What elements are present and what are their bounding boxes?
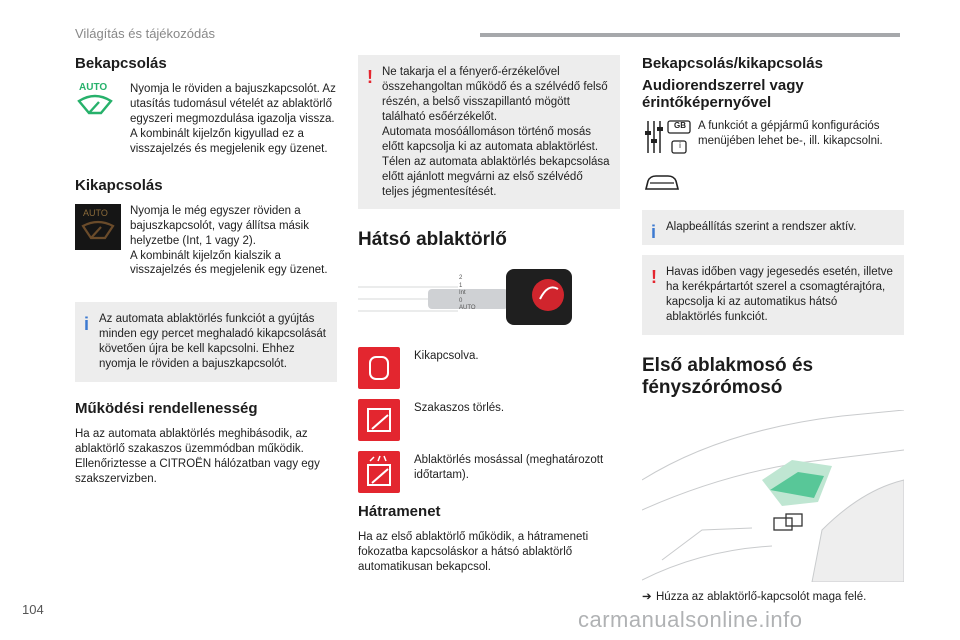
config-row bbox=[642, 117, 904, 198]
off-text: Nyomja le még egyszer röviden a bajuszkapcsolót, vagy állítsa másik helyzetbe (Int, 1 vagy 2). A kombinált kijelzőn kialszik a visszajelzés és megjelenik egy üzenet. bbox=[130, 204, 328, 277]
audio-subtitle: Audiorendszerrel vagy érintőképernyővel bbox=[642, 77, 804, 111]
config-text: A funkciót a gépjármű konfigurációs menüjében lehet be-, ill. kikapcsolni. bbox=[698, 120, 883, 147]
stalk-label-1: 1 bbox=[459, 282, 463, 289]
wiper-stalk-illustration bbox=[358, 265, 620, 331]
warning-note-1: ! Ne takarja el a fényerő-érzékelővel összehangoltan működő és a szélvédő felső részén, a belső visszapillantó mögött található esőérzékelőt. Automata mosóállomáson történő mosás előtt kapcsolja ki az automata ablaktörlést. Télen az automata ablaktörlés bekapcsolása előtt ajánlott megvárni az első szélvédő teljes jégmentesítését. bbox=[358, 55, 620, 209]
configuration-icons: GB i bbox=[642, 117, 698, 198]
warning-note-2: ! Havas időben vagy jegesedés esetén, illetve ha kerékpártartót szerel a csomagtérajtóra, kapcsolja ki az automatikus hátsó ablaktörlés funkciót. bbox=[642, 255, 904, 335]
section-header: Világítás és tájékozódás bbox=[75, 26, 215, 41]
on-title: Bekapcsolás bbox=[75, 55, 167, 72]
info-note-2: i Alapbeállítás szerint a rendszer aktív. bbox=[642, 210, 904, 245]
malfunction-text: Ha az automata ablaktörlés meghibásodik, az ablaktörlő szakaszos üzemmódban működik. Ellenőriztesse a CITROËN hálózatban vagy egy szakszervizben. bbox=[75, 428, 320, 485]
car-front-icon bbox=[642, 171, 682, 193]
reverse-text: Ha az első ablaktörlő működik, a hátrameneti fokozatba kapcsoláskor a hátsó ablaktörlő automatikusan bekapcsol. bbox=[358, 531, 589, 574]
wash-wipe-icon bbox=[358, 451, 400, 493]
stalk-label-int: Int bbox=[459, 290, 466, 297]
info-icon: i bbox=[84, 314, 90, 335]
intermittent-wipe-icon bbox=[358, 399, 400, 441]
column-2 bbox=[358, 55, 620, 575]
washer-title: Első ablakmosó és fényszórómosó bbox=[642, 354, 814, 398]
column-3 bbox=[642, 55, 904, 605]
auto-wiper-off-icon: AUTO bbox=[75, 204, 130, 250]
rear-wash-row: Ablaktörlés mosással (meghatározott időtartam). bbox=[358, 451, 620, 493]
reverse-title: Hátramenet bbox=[358, 503, 441, 521]
malfunction-title: Működési rendellenesség bbox=[75, 400, 258, 418]
stalk-label-auto: AUTO bbox=[459, 305, 476, 312]
info-note-1: i Az automata ablaktörlés funkciót a gyújtás minden egy percet meghaladó kikapcsolását követően újra be kell kapcsolni. Ehhez nyomja le röviden a bajuszkapcsolót. bbox=[75, 302, 337, 382]
column-1 bbox=[75, 55, 337, 487]
stalk-label-0: 0 bbox=[459, 297, 463, 304]
washer-instruction: ➔ Húzza az ablaktörlő-kapcsolót maga felé. bbox=[642, 591, 867, 604]
auto-wiper-on-icon: AUTO bbox=[75, 82, 130, 122]
rear-off-row: Kikapcsolva. bbox=[358, 347, 620, 389]
stalk-label-2: 2 bbox=[459, 275, 463, 282]
toggle-title: Bekapcsolás/kikapcsolás bbox=[642, 55, 823, 72]
warning-icon: ! bbox=[651, 266, 657, 287]
off-icon bbox=[358, 347, 400, 389]
header-rule bbox=[480, 33, 900, 37]
rear-intermittent-row: Szakaszos törlés. bbox=[358, 399, 620, 441]
off-row bbox=[75, 204, 337, 279]
washer-illustration bbox=[642, 410, 904, 582]
on-text: Nyomja le röviden a bajuszkapcsolót. Az utasítás tudomásul vételét az ablaktörlő egyszeri megmozdulása igazolja vissza. A kombinált kijelzőn kigyullad ez a visszajelzés és megjelenik egy üzenet. bbox=[130, 83, 336, 155]
off-title: Kikapcsolás bbox=[75, 176, 163, 194]
on-row bbox=[75, 82, 337, 157]
rear-wiper-title: Hátsó ablaktörlő bbox=[358, 229, 507, 251]
warning-icon: ! bbox=[367, 67, 373, 87]
watermark: carmanualsonline.info bbox=[578, 607, 803, 632]
arrow-icon: ➔ bbox=[642, 591, 652, 604]
page-number: 104 bbox=[22, 602, 44, 617]
info-icon: i bbox=[651, 222, 657, 242]
